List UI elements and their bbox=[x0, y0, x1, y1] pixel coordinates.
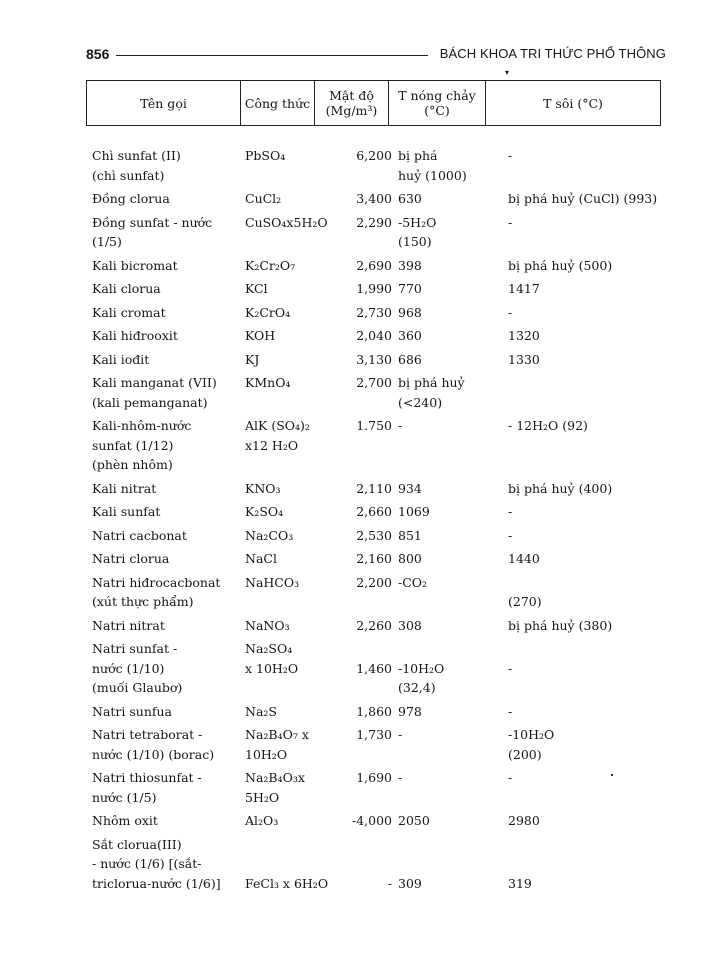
table-row bbox=[92, 189, 667, 209]
cell-boiling-point: bị phá huỷ (380) bbox=[508, 617, 613, 633]
cell-melting-point: bị phá huỷ (1000) bbox=[398, 148, 467, 183]
table-row bbox=[92, 725, 667, 764]
cell-density: 2,730 bbox=[356, 304, 392, 320]
cell-boiling-point: -10H₂O (200) bbox=[508, 727, 555, 762]
cell-formula: Na₂B₄O₇ x 10H₂O bbox=[245, 727, 309, 762]
table-row bbox=[92, 616, 667, 636]
cell-boiling-point: 1330 bbox=[508, 351, 540, 367]
cell-melting-point: 630 bbox=[398, 191, 422, 206]
cell-formula: KCl bbox=[245, 281, 268, 296]
col-header-boiling: T sôi (°C) bbox=[485, 81, 660, 125]
cell-name: Natri hiđrocacbonat (xút thực phẩm) bbox=[92, 574, 221, 609]
cell-name: Nhôm oxit bbox=[92, 813, 158, 828]
cell-formula: CuCl₂ bbox=[245, 191, 282, 206]
cell-density: 1,860 bbox=[356, 703, 392, 719]
cell-density: 1,690 bbox=[356, 770, 392, 785]
cell-density: - bbox=[387, 875, 392, 891]
cell-formula: K₂Cr₂O₇ bbox=[245, 257, 296, 273]
cell-name: Natri cacbonat bbox=[92, 527, 187, 543]
cell-name: Kali iođit bbox=[92, 351, 150, 367]
table-row bbox=[92, 639, 667, 698]
cell-name: Kali-nhôm-nước sunfat (1/12) (phèn nhôm) bbox=[92, 418, 192, 472]
cell-melting-point: 968 bbox=[398, 304, 422, 320]
page-number: 856 bbox=[86, 46, 110, 62]
cell-name: Natri sunfua bbox=[92, 703, 173, 719]
cell-name: Natri nitrat bbox=[92, 617, 165, 633]
cell-name: Kali hiđrooxit bbox=[92, 328, 178, 343]
print-speck-dot bbox=[611, 774, 613, 776]
print-speck: ▾ bbox=[505, 68, 510, 77]
cell-name: Kali clorua bbox=[92, 281, 161, 296]
cell-boiling-point: - bbox=[508, 703, 513, 719]
cell-density: 1,990 bbox=[356, 281, 392, 296]
table-row bbox=[92, 416, 667, 475]
cell-boiling-point: - bbox=[508, 504, 513, 519]
cell-name: Kali sunfat bbox=[92, 504, 161, 519]
cell-melting-point: 2050 bbox=[398, 813, 430, 828]
table-row bbox=[92, 702, 667, 722]
table-row bbox=[92, 350, 667, 370]
cell-boiling-point: - bbox=[508, 148, 513, 163]
cell-density: 2,260 bbox=[356, 617, 392, 633]
cell-boiling-point: - bbox=[508, 214, 513, 230]
cell-melting-point: -CO₂ bbox=[398, 574, 428, 590]
cell-density: 2,530 bbox=[356, 527, 392, 543]
cell-formula: Na₂CO₃ bbox=[245, 527, 294, 543]
table-row bbox=[92, 549, 667, 569]
cell-density: 2,290 bbox=[356, 214, 392, 230]
table-row bbox=[92, 303, 667, 323]
cell-formula: FeCl₃ x 6H₂O bbox=[245, 875, 329, 891]
cell-density: 2,200 bbox=[356, 574, 392, 590]
cell-boiling-point: - bbox=[508, 770, 513, 785]
cell-boiling-point: 2980 bbox=[508, 813, 540, 828]
cell-name: Kali manganat (VII) (kali pemanganat) bbox=[92, 375, 217, 410]
cell-boiling-point: - bbox=[508, 304, 513, 320]
table-body bbox=[92, 146, 667, 897]
cell-density: 6,200 bbox=[356, 148, 392, 163]
cell-name: Chì sunfat (II) (chì sunfat) bbox=[92, 148, 181, 183]
col-header-name: Tên gọi bbox=[140, 95, 187, 111]
cell-name: Natri thiosunfat - nước (1/5) bbox=[92, 770, 202, 805]
header-rule bbox=[116, 55, 428, 56]
table-row bbox=[92, 213, 667, 252]
cell-melting-point: 1069 bbox=[398, 504, 430, 519]
table-row bbox=[92, 479, 667, 499]
cell-melting-point: - bbox=[398, 418, 403, 433]
cell-formula: AlK (SO₄)₂ x12 H₂O bbox=[245, 418, 310, 453]
col-header-formula: Công thức bbox=[240, 81, 314, 125]
table-row bbox=[92, 768, 667, 807]
cell-density: 2,110 bbox=[356, 480, 392, 496]
running-header bbox=[86, 46, 666, 66]
cell-density: 2,160 bbox=[356, 551, 392, 566]
cell-boiling-point: 1417 bbox=[508, 281, 540, 296]
cell-formula: KMnO₄ bbox=[245, 375, 291, 390]
cell-density: 1,730 bbox=[356, 727, 392, 742]
cell-name: Natri clorua bbox=[92, 551, 170, 566]
table-row bbox=[92, 502, 667, 522]
cell-density: 2,040 bbox=[356, 328, 392, 343]
running-title: BÁCH KHOA TRI THỨC PHỔ THÔNG bbox=[439, 46, 666, 61]
cell-boiling-point: bị phá huỷ (CuCl) (993) bbox=[508, 191, 658, 206]
col-header-melting: T nóng chảy (°C) bbox=[388, 81, 485, 125]
cell-melting-point: 851 bbox=[398, 527, 422, 543]
cell-melting-point: -10H₂O (32,4) bbox=[398, 660, 445, 695]
cell-melting-point: 398 bbox=[398, 257, 422, 273]
cell-melting-point: - bbox=[398, 770, 403, 785]
cell-boiling-point: - bbox=[508, 527, 513, 543]
cell-name: Đồng clorua bbox=[92, 191, 170, 206]
cell-formula: CuSO₄x5H₂O bbox=[245, 214, 328, 230]
cell-melting-point: 686 bbox=[398, 351, 422, 367]
cell-density: 2,660 bbox=[356, 504, 392, 519]
cell-formula: Na₂SO₄ x 10H₂O bbox=[245, 641, 299, 676]
table-row bbox=[92, 835, 667, 894]
cell-name: Sắt clorua(III) - nước (1/6) [(sắt- triclorua-nước (1/6)] bbox=[92, 836, 221, 891]
cell-formula: KJ bbox=[245, 351, 260, 367]
cell-formula: PbSO₄ bbox=[245, 148, 286, 163]
cell-boiling-point: 319 bbox=[508, 875, 532, 891]
table-row bbox=[92, 811, 667, 831]
cell-density: 2,690 bbox=[356, 257, 392, 273]
cell-boiling-point: (270) bbox=[508, 594, 542, 609]
col-header-density: Mật độ (Mg/m³) bbox=[314, 81, 388, 125]
cell-density: 3,400 bbox=[356, 191, 392, 206]
cell-density: 3,130 bbox=[356, 351, 392, 367]
cell-name: Natri tetraborat - nước (1/10) (borac) bbox=[92, 727, 215, 762]
cell-density: 1,460 bbox=[356, 660, 392, 676]
cell-melting-point: 800 bbox=[398, 551, 422, 566]
cell-formula: KNO₃ bbox=[245, 480, 281, 496]
cell-density: -4,000 bbox=[351, 813, 392, 828]
table-row bbox=[92, 146, 667, 185]
table-row bbox=[92, 526, 667, 546]
table-row bbox=[92, 279, 667, 299]
cell-melting-point: 770 bbox=[398, 281, 422, 296]
cell-formula: KOH bbox=[245, 328, 276, 343]
cell-formula: NaHCO₃ bbox=[245, 574, 300, 590]
cell-melting-point: 309 bbox=[398, 875, 422, 891]
cell-melting-point: 978 bbox=[398, 703, 422, 719]
cell-melting-point: 308 bbox=[398, 617, 422, 633]
table-row bbox=[92, 573, 667, 612]
cell-density: 1.750 bbox=[356, 418, 392, 433]
cell-boiling-point: - 12H₂O (92) bbox=[508, 418, 588, 433]
cell-melting-point: bị phá huỷ (<240) bbox=[398, 375, 465, 410]
cell-name: Natri sunfat - nước (1/10) (muối Glaubơ) bbox=[92, 641, 183, 695]
cell-melting-point: - bbox=[398, 727, 403, 742]
cell-name: Kali nitrat bbox=[92, 480, 157, 496]
cell-melting-point: 934 bbox=[398, 480, 422, 496]
cell-formula: Na₂S bbox=[245, 703, 277, 719]
cell-formula: Al₂O₃ bbox=[245, 813, 279, 828]
cell-name: Kali cromat bbox=[92, 304, 166, 320]
cell-formula: NaNO₃ bbox=[245, 617, 290, 633]
cell-name: Đồng sunfat - nước (1/5) bbox=[92, 214, 213, 249]
table-row bbox=[92, 256, 667, 276]
table-row bbox=[92, 326, 667, 346]
cell-boiling-point: 1320 bbox=[508, 328, 540, 343]
table-header bbox=[86, 80, 661, 126]
cell-formula: Na₂B₄O₃x 5H₂O bbox=[245, 770, 305, 805]
cell-melting-point: 360 bbox=[398, 328, 422, 343]
cell-boiling-point: 1440 bbox=[508, 551, 540, 566]
cell-boiling-point: bị phá huỷ (400) bbox=[508, 480, 613, 496]
cell-formula: K₂CrO₄ bbox=[245, 304, 291, 320]
cell-melting-point: -5H₂O (150) bbox=[398, 214, 437, 249]
cell-density: 2,700 bbox=[356, 375, 392, 390]
cell-formula: NaCl bbox=[245, 551, 277, 566]
table-row bbox=[92, 373, 667, 412]
cell-boiling-point: bị phá huỷ (500) bbox=[508, 257, 613, 273]
cell-name: Kali bicromat bbox=[92, 257, 178, 273]
cell-formula: K₂SO₄ bbox=[245, 504, 284, 519]
cell-boiling-point: - bbox=[508, 660, 513, 676]
